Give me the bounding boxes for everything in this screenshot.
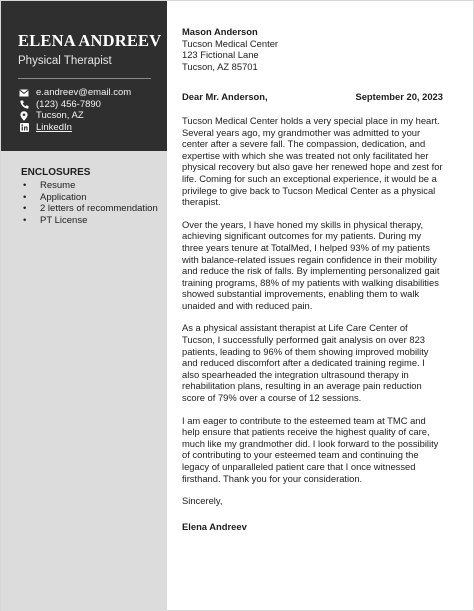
contact-email — [18, 87, 131, 99]
enclosure-item-text: Resume — [40, 180, 76, 191]
recipient-street: 123 Fictional Lane — [182, 49, 259, 61]
list-item — [23, 203, 161, 215]
phone-icon — [18, 99, 30, 109]
sidebar — [1, 1, 167, 611]
contact-location — [18, 110, 131, 122]
bullet-icon: • — [23, 180, 27, 191]
contact-phone — [18, 99, 131, 111]
contact-linkedin[interactable] — [18, 122, 131, 134]
linkedin-link[interactable]: LinkedIn — [36, 122, 72, 134]
email-icon — [18, 88, 30, 98]
contact-phone-text: (123) 456-7890 — [36, 98, 101, 110]
list-item — [23, 215, 161, 227]
salutation: Dear Mr. Anderson, — [182, 91, 268, 103]
greeting-row — [182, 91, 443, 103]
list-item — [23, 180, 161, 192]
contact-list — [18, 87, 131, 133]
list-item — [23, 192, 161, 204]
recipient-name: Mason Anderson — [182, 26, 258, 37]
recipient-company: Tucson Medical Center — [182, 37, 279, 49]
location-icon — [18, 111, 30, 121]
letter-paragraph-3: As a physical assistant therapist at Life Care Center of Tucson, I successfully performed gait analysis on over 823 patients, leading to 96% of them showing improved mobility and reduced discomfort after a dedicated training regime. I also spearheaded the integration ultrasound therapy in rehabilitation plans, resulting in an average pain reduction score of 79% over a course of 12 sessions. — [182, 322, 429, 404]
enclosures-section — [21, 167, 161, 226]
applicant-name: ELENA ANDREEV — [18, 31, 162, 50]
header-divider — [18, 78, 151, 79]
bullet-icon: • — [23, 214, 27, 226]
bullet-icon: • — [23, 203, 27, 214]
contact-email-text: e.andreev@email.com — [36, 87, 132, 99]
enclosure-item-text: Application — [40, 191, 87, 203]
applicant-job-title: Physical Therapist — [18, 55, 112, 67]
enclosure-item-text: 2 letters of recommendation — [40, 203, 158, 214]
letter-paragraph-4: I am eager to contribute to the esteemed team at TMC and help ensure that patients receive the highest quality of care, much like my grandmother did. I look forward to the possibility of contributing to your esteemed team and continuing the legacy of unparalleled patient care that I once witnessed firsthand. Thank you for your consideration. — [182, 414, 439, 484]
enclosures-list — [21, 180, 161, 226]
linkedin-icon — [18, 123, 30, 133]
letter-closing: Sincerely, — [182, 495, 223, 507]
letter-body — [182, 26, 443, 532]
recipient-city: Tucson, AZ 85701 — [182, 60, 258, 72]
letter-paragraph-2: Over the years, I have honed my skills in physical therapy, achieving significant outcomes for my patients. During my three years tenure at TotalMed, I helped 93% of my patients with balance-related issues regain confidence in their mobility and reduce the risk of falls. By implementing personalized gait training programs, 88% of my patients with walking disabilities showed substantial improvements, enabling them to walk unaided and with reduced pain. — [182, 218, 440, 311]
letter-paragraph-1: Tucson Medical Center holds a very special place in my heart. Several years ago, my grandmother was admitted to your center after a severe fall. The compassion, dedication, and expertise with which she was treated not only facilitated her physical recovery but also gave her renewed hope and zest for life. Coming for such an exceptional experience, it would be a privilege to give back to Tucson Medical Center as a physical therapist. — [182, 114, 443, 208]
sidebar-header — [1, 1, 167, 151]
letter-date: September 20, 2023 — [355, 91, 443, 103]
enclosures-title: ENCLOSURES — [21, 167, 91, 178]
bullet-icon: • — [23, 191, 27, 203]
enclosure-item-text: PT License — [40, 214, 88, 226]
contact-location-text: Tucson, AZ — [36, 110, 84, 122]
letter-signature: Elena Andreev — [182, 520, 247, 532]
recipient-block — [182, 26, 443, 72]
